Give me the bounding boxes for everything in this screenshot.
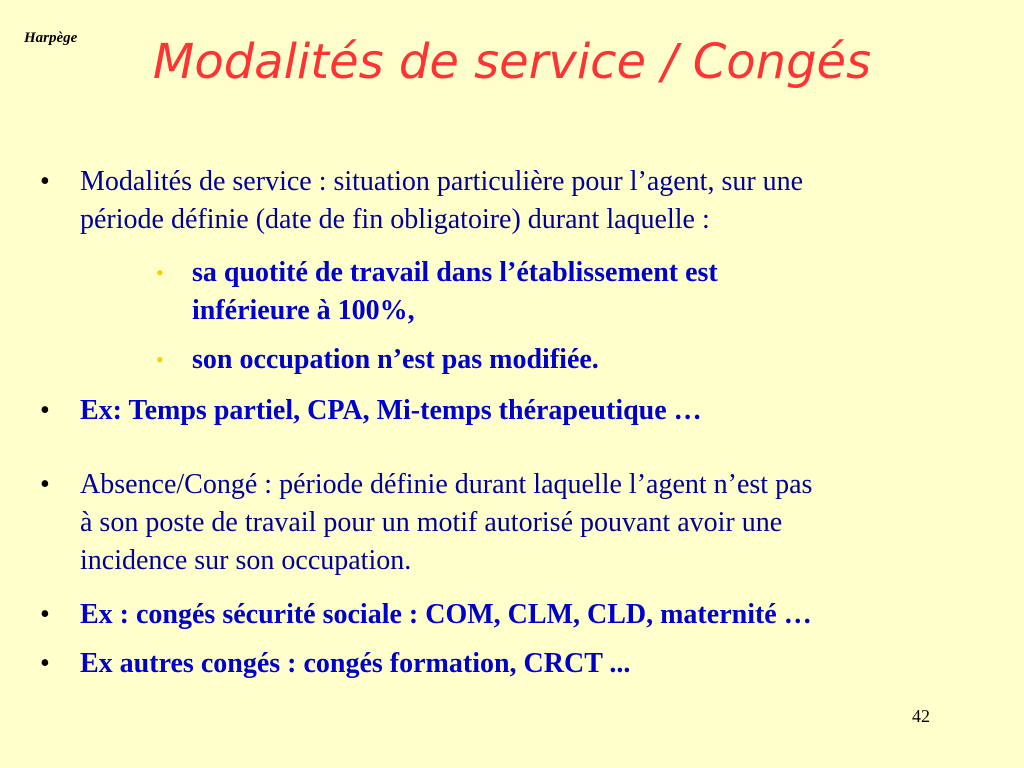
bullet-line: inférieure à 100%, [192,295,415,326]
bullet-line: incidence sur son occupation. [80,545,412,576]
page-number: 42 [912,706,930,726]
sub-bullet-quotite [156,254,956,330]
bullet-item-autres-conges [40,645,1000,683]
bullet-text [192,254,952,330]
harpege-logo: Harpège [24,30,78,46]
bullet-text [80,466,1020,580]
bullet-line: Ex: Temps partiel, CPA, Mi-temps thérapeutique … [80,395,702,426]
bullet-line: Absence/Congé : période définie durant laquelle l’agent n’est pas [80,469,813,500]
bullet-line: Ex autres congés : congés formation, CRCT ... [80,648,631,679]
sub-bullet-glyph: • [156,347,164,372]
bullet-text [80,392,1020,430]
slide-title: Modalités de service / Congés [152,34,872,90]
bullet-glyph: • [40,395,50,426]
sub-bullet-glyph: • [156,260,164,285]
bullet-item-modalites [40,163,1000,239]
bullet-glyph: • [40,166,50,197]
bullet-line: période définie (date de fin obligatoire) durant laquelle : [80,204,710,235]
bullet-line: Modalités de service : situation particulière pour l’agent, sur une [80,166,804,197]
bullet-item-conges-securite-sociale [40,596,1000,634]
bullet-text [80,596,1020,634]
bullet-glyph: • [40,469,50,500]
bullet-line: Ex : congés sécurité sociale : COM, CLM, CLD, maternité … [80,599,812,630]
bullet-item-exemples-modalites [40,392,1000,430]
bullet-line: sa quotité de travail dans l’établissement est [192,257,718,288]
bullet-text [192,341,952,379]
bullet-glyph: • [40,599,50,630]
bullet-line: à son poste de travail pour un motif autorisé pouvant avoir une [80,507,783,538]
bullet-item-absence [40,466,1000,580]
bullet-glyph: • [40,648,50,679]
sub-bullet-occupation [156,341,956,379]
bullet-text [80,645,1020,683]
bullet-line: son occupation n’est pas modifiée. [192,344,599,375]
bullet-text [80,163,1020,239]
